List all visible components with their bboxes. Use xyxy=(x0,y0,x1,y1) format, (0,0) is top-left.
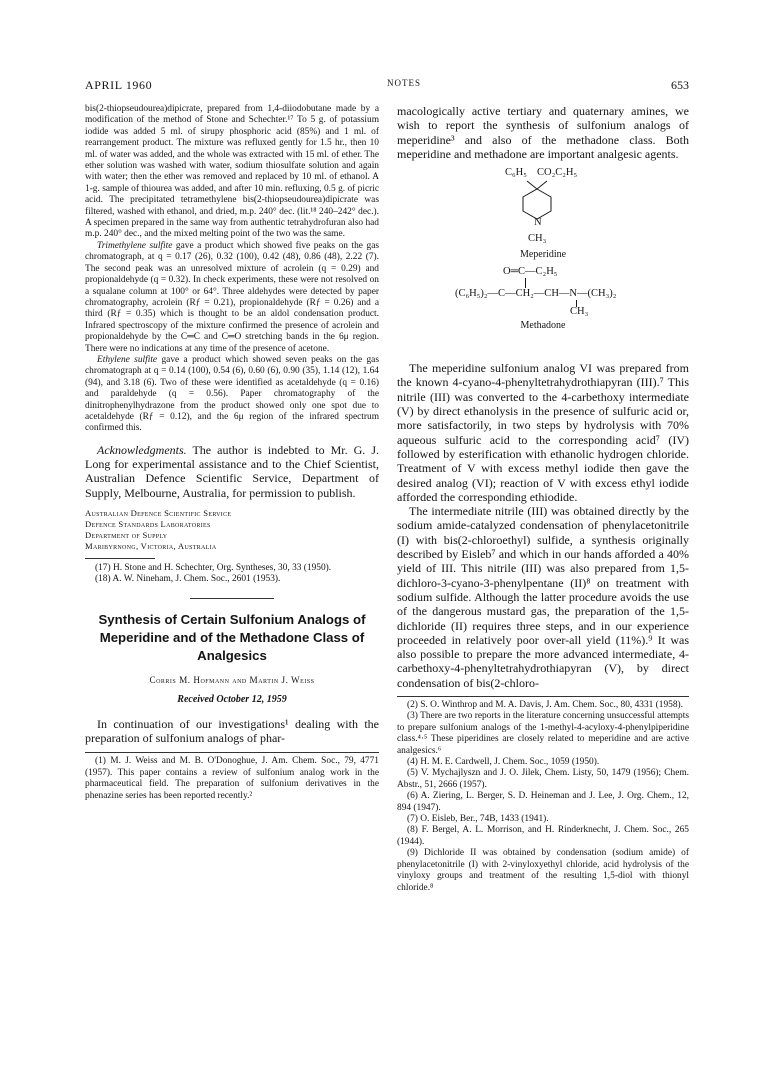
footnote-5: (5) V. Mychajlyszn and J. O. Jilek, Chem. Listy, 50, 1479 (1956); Chem. Abstr., 51, 2666 (1957). xyxy=(397,768,689,790)
footnote-rule xyxy=(397,696,689,697)
reference-18: (18) A. W. Nineham, J. Chem. Soc., 2601 (1953). xyxy=(95,574,281,585)
right-column xyxy=(397,104,689,894)
continuation-paragraph: macologically active tertiary and quaternary amines, we wish to report the synthesis of sulfonium analogs of meperidine³ and also of the methadone class. Both meperidine and methadone are important analgesic agents. xyxy=(397,104,689,161)
page-header xyxy=(85,78,689,92)
footnote-8: (8) F. Bergel, A. L. Morrison, and H. Rinderknecht, J. Chem. Soc., 265 (1944). xyxy=(397,825,689,847)
article-separator xyxy=(190,598,274,599)
trimethylene-sulfite-paragraph xyxy=(85,241,379,355)
running-head-date: APRIL 1960 xyxy=(85,78,153,92)
acknowledgments xyxy=(85,443,379,500)
experimental-paragraph: bis(2-thiopseudourea)dipicrate, prepared from 1,4-diiodobutane made by a modification of the method of Stone and Schechter.¹⁷ To 5 g. of potassium iodide was added 5 ml. of sirupy phosphoric acid (85%) and 1 ml. of rearrangement product. The mixture was refluxed gently for 1.5 hr., then 10 ml. of water was added, and the whole was extracted with 15 ml. of ether. The ether solution was washed with water, sodium thiosulfate solution and again with water; then the ether was removed and replaced by 10 ml. of ethanol. A 1-g. sample of thiourea was added, and after 10 min. refluxing, 0.5 g. of picric acid. The precipitated tetramethylene bis(2-thiopseudourea)dipicrate was filtered, washed with ethanol, and dried, m.p. 240° dec. (lit.¹⁸ 240–242° dec.). A specimen prepared in the same way from authentic tetrahydrofuran also had m.p. 240° dec., and the mixed melting point of the two was the same. xyxy=(85,104,379,240)
ring-nitrogen: N xyxy=(534,217,542,229)
affiliation-line: Department of Supply xyxy=(85,529,168,540)
meperidine-analog-paragraph: The meperidine sulfonium analog VI was prepared from the known 4-cyano-4-phenyltetrahydrothiapyran (III).⁷ This nitrile (III) was converted to the 4-carbethoxy intermediate (V) by direct ethanolysis in the presence of sulfuric acid or, more satisfactorily, in two steps by hydrolysis with 70% aqueous sulfuric acid to the corresponding acid⁷ (IV) followed by esterification with ethanolic hydrogen chloride. Treatment of V with excess methyl iodide then gave the desired analog (VI); reaction of V with excess ethyl iodide afforded the corresponding ethiodide. xyxy=(397,361,689,504)
footnote-4: (4) H. M. E. Cardwell, J. Chem. Soc., 1059 (1950). xyxy=(407,757,600,768)
n-methyl-group: CH₃ xyxy=(528,233,547,245)
affiliation-line: Maribyrnong, Victoria, Australia xyxy=(85,540,217,551)
footnote-1: (1) M. J. Weiss and M. B. O'Donoghue, J. Am. Chem. Soc., 79, 4771 (1957). This paper contains a review of sulfonium analog work in the pharmaceutical field. The preparation of sulfonium derivatives in the phenazine series has been reported recently.² xyxy=(85,756,379,801)
reference-17: (17) H. Stone and H. Schechter, Org. Syntheses, 30, 33 (1950). xyxy=(95,562,332,573)
meperidine-label: Meperidine xyxy=(519,249,567,261)
received-date: Received October 12, 1959 xyxy=(177,693,287,705)
nitrile-paragraph: The intermediate nitrile (III) was obtained directly by the sodium amide-catalyzed condensation of phenylacetonitrile (I) with bis(2-chloroethyl) sulfide, a synthesis originally described by Eisleb⁷ and which in our hands afforded a 40% yield of III. This nitrile (III) was also prepared from 1,5-dichloro-3-cyano-3-phenylpentane (II)⁸ on treatment with sodium sulfide. Although the latter procedure avoids the use of the dangerous mustard gas, the preparation of the 1,5-dichloride (II) requires three steps, and in our experience proceeded in relatively poor over-all yield (11%).⁹ It was also possible to prepare the more advanced intermediate, 4-carbethoxy-4-phenyltetrahydrothiapyran (V), by direct condensation of bis(2-chloro- xyxy=(397,504,689,690)
methyl-branch: CH₃ xyxy=(570,306,589,318)
footnote-rule xyxy=(85,752,379,753)
paragraph-lead: Trimethylene sulfite xyxy=(97,240,173,251)
affiliation-line: Defence Standards Laboratories xyxy=(85,518,211,529)
methadone-structure xyxy=(397,266,689,316)
footnote-divider xyxy=(85,558,155,559)
footnote-7: (7) O. Eisleb, Ber., 74B, 1433 (1941). xyxy=(407,814,549,825)
acknowledgments-lead: Acknowledgments. xyxy=(97,442,187,457)
footnotes xyxy=(397,700,689,894)
footnote-9: (9) Dichloride II was obtained by condensation (sodium amide) of phenylacetonitrile (I) with 2-vinyloxyethyl chloride, acid hydrolysis of the vinyloxy groups and treatment of the resulting 1,5-diol with thionyl chloride.⁸ xyxy=(397,848,689,893)
footnote-6: (6) A. Ziering, L. Berger, S. D. Heineman and J. Lee, J. Org. Chem., 12, 894 (1947). xyxy=(397,791,689,813)
ester-substituent: CO₂C₂H₅ xyxy=(537,167,578,179)
footnote-2: (2) S. O. Winthrop and M. A. Davis, J. Am. Chem. Soc., 80, 4331 (1958). xyxy=(407,700,684,711)
paragraph-text: gave a product which showed five peaks on the gas chromatograph, at q = 0.17 (26), 0.32 (100), 0.42 (48), 0.86 (48), 2.22 (7). The second peak was an unresolved mixture of acrolein (q = 0.29) and propionaldehyde (q = 0.32). In check experiments, these were not resolved on a squalane column at 100° or 64°. Three aldehydes were detected by paper chromatography, acrolein (Rƒ = 0.21), propionaldehyde (Rƒ = 0.26) and a third (Rƒ = 0.35) which is thought to be an aldol condensation product. Infrared spectroscopy of the mixture confirmed the presence of acrolein and propionaldehyde by the C═C and C═O stretching bands in the 6μ region. There were no indications at any time of the presence of acetone. xyxy=(85,240,379,354)
bond-line xyxy=(525,278,526,288)
page-number: 653 xyxy=(671,78,689,92)
introduction-paragraph: In continuation of our investigations¹ dealing with the preparation of sulfonium analogs of phar- xyxy=(85,716,379,746)
paragraph-lead: Ethylene sulfite xyxy=(97,354,158,365)
ketone-group: O═C—C₂H₅ xyxy=(503,266,558,278)
affiliation-block xyxy=(85,508,379,552)
meperidine-structure xyxy=(397,167,689,249)
left-column xyxy=(85,104,379,802)
ethylene-sulfite-paragraph xyxy=(85,355,379,435)
running-head-section: NOTES xyxy=(387,78,421,88)
article-title: Synthesis of Certain Sulfonium Analogs of Meperidine and of the Methadone Class of Analgesics xyxy=(98,611,366,663)
methadone-backbone: (C₆H₅)₂—C—CH₂—CH—N—(CH₃)₂ xyxy=(455,288,617,300)
methadone-label: Methadone xyxy=(520,320,566,332)
acknowledgments-text: The author is indebted to Mr. G. J. Long for experimental assistance and to the Chief Scientist, Australian Defence Scientific Service, Department of Supply, Melbourne, Australia, for permission to publish. xyxy=(85,442,379,500)
article-authors: Corris M. Hofmann and Martin J. Weiss xyxy=(149,674,315,685)
affiliation-line: Australian Defence Scientific Service xyxy=(85,507,232,518)
footnote-3: (3) There are two reports in the literature concerning unsuccessful attempts to prepare sulfonium analogs of the 1-methyl-4-acyloxy-4-phenylpiperidine class.⁴·⁵ These piperidines are closely related to meperidine and are active analgesics.⁶ xyxy=(397,711,689,756)
paragraph-text: gave a product which showed seven peaks on the gas chromatograph at q = 0.14 (100), 0.54 (6), 0.60 (6), 0.90 (35), 1.14 (12), 1.64 (94), and 3.18 (6). Two of these were identified as acetaldehyde (q = 0.16) and paraldehyde (q = 0.56). Paper chromatography of the dinitrophenylhydrazone from the product showed only one spot due to acetaldehyde (Rƒ = 0.12), and the 6μ region of the infrared spectrum confirmed this. xyxy=(85,354,379,434)
phenyl-substituent: C₆H₅ xyxy=(505,167,527,179)
